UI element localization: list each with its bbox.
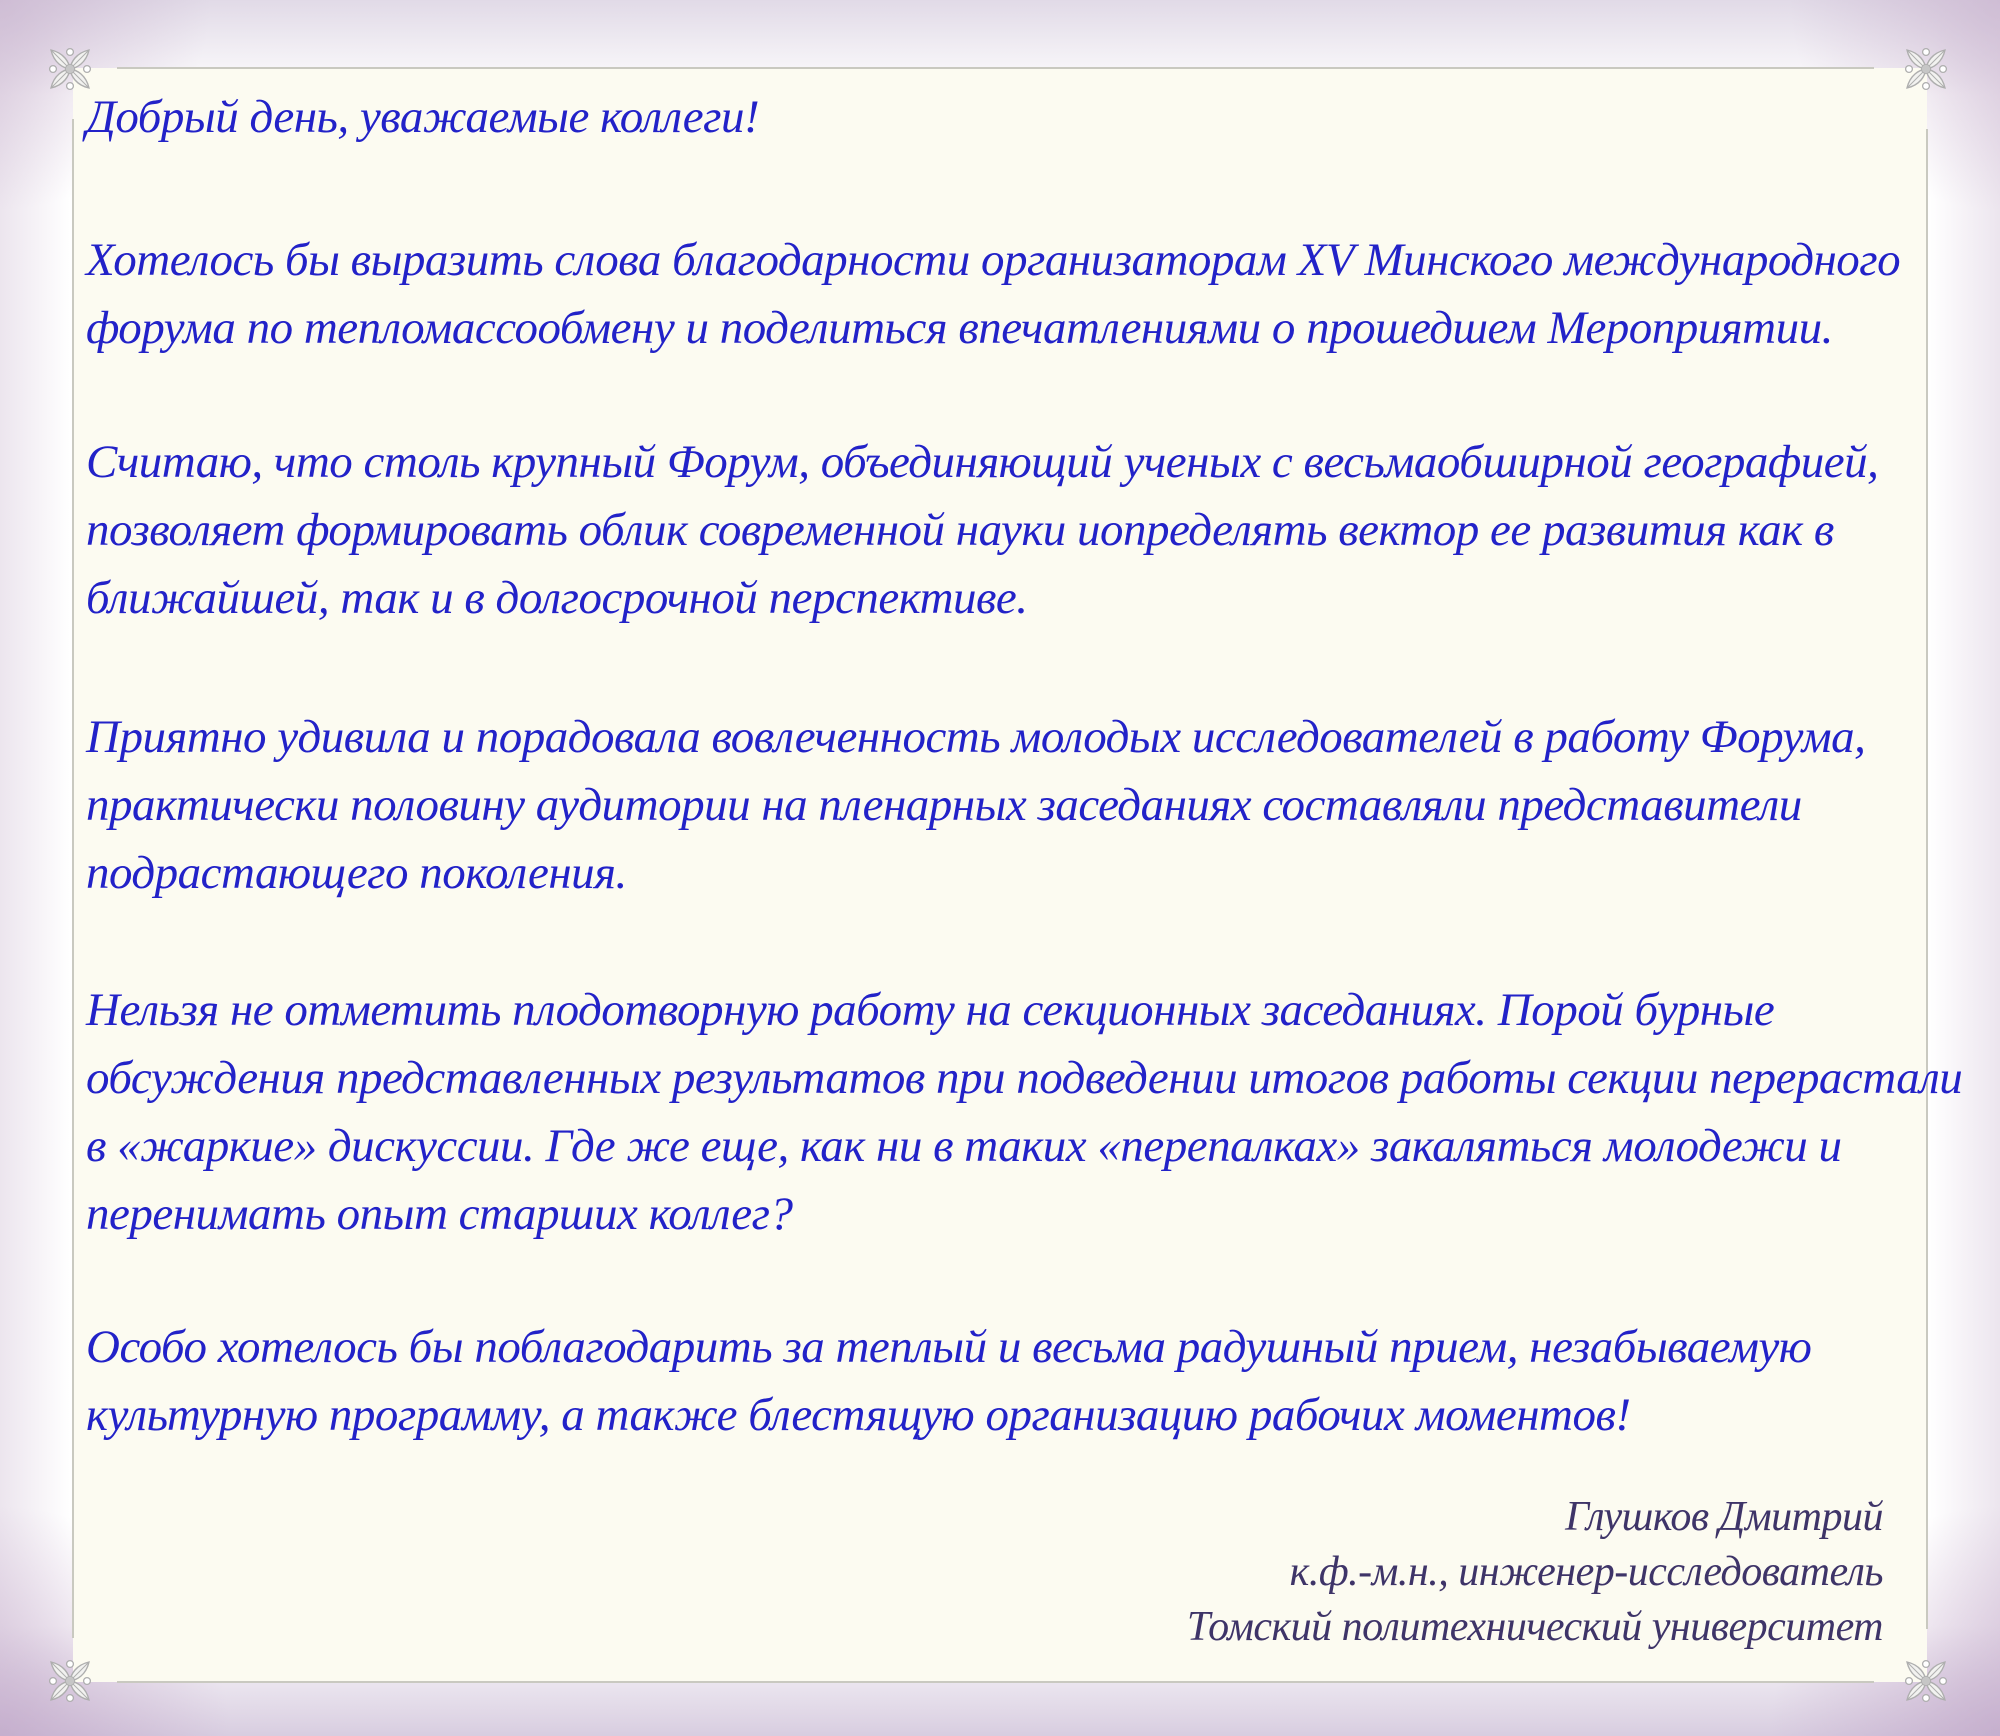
letter-line: перенимать опыт старших коллег? bbox=[86, 1188, 793, 1240]
letter-line: форума по тепломассообмену и поделиться впечатлениями о прошедшем Мероприятии. bbox=[86, 302, 1833, 354]
letter-paragraph bbox=[86, 976, 1962, 1248]
corner-flower-ornament-icon bbox=[46, 1657, 94, 1705]
letter-paragraph bbox=[86, 703, 1865, 907]
frame-line-left bbox=[72, 119, 74, 1638]
letter-line: подрастающего поколения. bbox=[86, 847, 627, 899]
corner-flower-ornament-icon bbox=[1902, 1657, 1950, 1705]
letter-line: Особо хотелось бы поблагодарить за теплый и весьма радушный прием, незабываемую bbox=[86, 1321, 1812, 1373]
signature-affiliation: Томский политехнический университет bbox=[1186, 1604, 1883, 1650]
signature-block bbox=[86, 1490, 1883, 1655]
letter-line: Приятно удивила и порадовала вовлеченность молодых исследователей в работу Форума, bbox=[86, 711, 1866, 763]
frame-line-bottom bbox=[117, 1681, 1874, 1683]
letter-line: культурную программу, а также блестящую организацию рабочих моментов! bbox=[86, 1389, 1631, 1441]
signature-title: к.ф.-м.н., инженер-исследователь bbox=[1289, 1549, 1883, 1595]
letter-line: обсуждения представленных результатов при подведении итогов работы секции перерастали bbox=[86, 1052, 1963, 1104]
letter-greeting bbox=[86, 83, 759, 151]
letter-line: Хотелось бы выразить слова благодарности организаторам XV Минского международного bbox=[86, 234, 1901, 286]
corner-flower-ornament-icon bbox=[1902, 45, 1950, 93]
frame-line-top bbox=[117, 67, 1874, 69]
letter-line: практически половину аудитории на пленарных заседаниях составляли представители bbox=[86, 779, 1802, 831]
letter-line: в «жаркие» дискуссии. Где же еще, как ни в таких «перепалках» закаляться молодежи и bbox=[86, 1120, 1842, 1172]
letter-paragraph bbox=[86, 1313, 1811, 1449]
frame-line-right bbox=[1926, 129, 1928, 1629]
letter-paragraph bbox=[86, 428, 1878, 632]
letter-line: Нельзя не отметить плодотворную работу на секционных заседаниях. Порой бурные bbox=[86, 984, 1775, 1036]
letter-paragraph bbox=[86, 226, 1900, 362]
letter-line: позволяет формировать облик современной науки иопределять вектор ее развития как в bbox=[86, 504, 1834, 556]
letter-line: Добрый день, уважаемые коллеги! bbox=[86, 91, 760, 143]
letter-line: Считаю, что столь крупный Форум, объединяющий ученых с весьмаобширной географией, bbox=[86, 436, 1879, 488]
signature-name: Глушков Дмитрий bbox=[1565, 1494, 1883, 1540]
letter-line: ближайшей, так и в долгосрочной перспективе. bbox=[86, 572, 1028, 624]
